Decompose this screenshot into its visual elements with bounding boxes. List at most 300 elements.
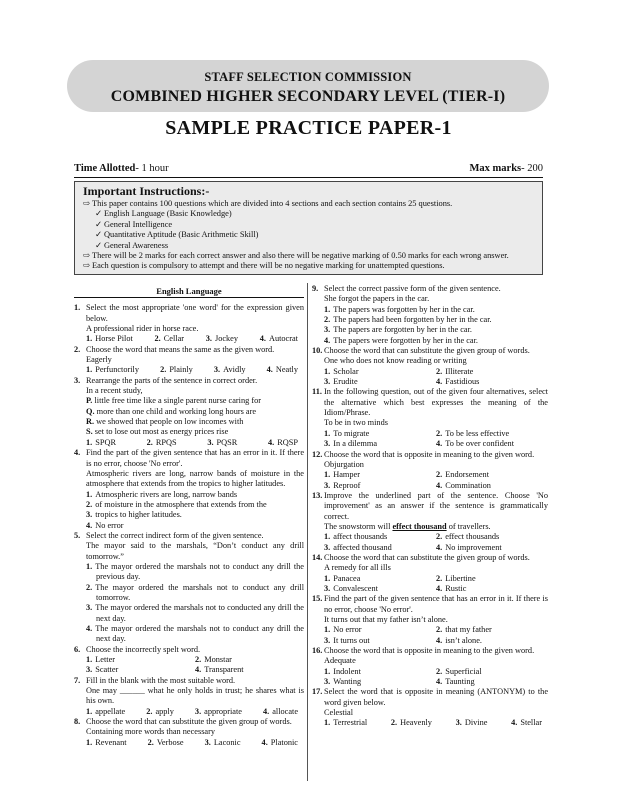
option-number: 2. xyxy=(154,334,161,344)
option[interactable] xyxy=(324,532,436,542)
question-prompt: Atmospheric rivers are long, narrow bands of moisture in the atmosphere that extends from the tropics to higher latitudes. xyxy=(86,468,304,489)
option-number: 4. xyxy=(262,706,270,716)
option-text: PQSR xyxy=(216,437,238,447)
option[interactable] xyxy=(324,584,436,594)
question-number: 6. xyxy=(74,644,81,654)
option-text: RQSP xyxy=(277,437,298,447)
option-text: Letter xyxy=(95,655,116,665)
option[interactable] xyxy=(207,438,237,448)
option-number: 1. xyxy=(86,334,93,344)
option[interactable] xyxy=(86,521,304,531)
option[interactable] xyxy=(436,429,548,439)
option[interactable] xyxy=(146,707,174,717)
right-column xyxy=(312,284,548,729)
section-item xyxy=(83,209,534,219)
option-number: 1. xyxy=(86,489,93,499)
option-text: Verbose xyxy=(156,737,184,747)
option-number: 3. xyxy=(324,677,331,687)
option-number: 4. xyxy=(436,439,443,449)
commission-name: STAFF SELECTION COMMISSION xyxy=(204,70,412,84)
section-item xyxy=(83,220,534,230)
option-number: 2. xyxy=(390,718,398,728)
option[interactable] xyxy=(436,367,548,377)
option-text: No error xyxy=(95,520,124,530)
option[interactable] xyxy=(324,718,367,728)
part-label: S. xyxy=(86,427,93,437)
question-14 xyxy=(312,553,548,594)
option[interactable] xyxy=(148,738,184,748)
option-number: 4. xyxy=(436,542,443,552)
option-text: No improvement xyxy=(445,542,502,552)
option-number: 3. xyxy=(205,334,212,344)
question-prompt: To be in two minds xyxy=(324,418,388,428)
checkmark-icon: ✓ xyxy=(95,240,103,250)
option-number: 3. xyxy=(324,542,331,552)
question-2 xyxy=(74,345,304,376)
option-number: 1. xyxy=(324,532,331,542)
checkmark-icon: ✓ xyxy=(95,219,103,229)
question-8 xyxy=(74,717,304,748)
option[interactable] xyxy=(436,543,548,553)
option-text: Endorsement xyxy=(445,470,490,480)
option-number: 4. xyxy=(436,583,443,593)
option[interactable] xyxy=(324,377,436,387)
question-16 xyxy=(312,646,548,687)
option-number: 3. xyxy=(207,437,214,447)
section-text: Quantitative Aptitude (Basic Arithmetic Skill) xyxy=(104,230,259,240)
option-number: 4. xyxy=(436,677,443,687)
option-text: tropics to higher latitudes. xyxy=(95,510,182,520)
instruction-text: Each question is compulsory to attempt and there will be no negative marking for unattempted questions. xyxy=(92,261,445,271)
option[interactable] xyxy=(436,439,548,449)
question-prompt: The mayor said to the marshals, “Don’t conduct any drill tomorrow.” xyxy=(86,541,304,561)
option-text: No error xyxy=(333,625,362,635)
option[interactable] xyxy=(86,438,116,448)
option-number: 3. xyxy=(324,439,331,449)
options xyxy=(86,707,304,717)
option-number: 2. xyxy=(436,666,443,676)
question-number: 11. xyxy=(312,387,322,397)
option-text: SPQR xyxy=(95,437,116,447)
option-text: Divine xyxy=(464,718,488,728)
part-label: P. xyxy=(86,396,93,406)
question-text: Choose the incorrectly spelt word. xyxy=(86,644,201,654)
option-text: RPQS xyxy=(155,437,177,447)
option-number: 1. xyxy=(86,655,93,665)
option[interactable] xyxy=(260,334,298,344)
option-text: Neatly xyxy=(275,365,298,375)
option[interactable] xyxy=(324,667,436,677)
instructions-title: Important Instructions:- xyxy=(83,184,210,198)
question-17 xyxy=(312,687,548,728)
question-prompt: It turns out that my father isn’t alone. xyxy=(324,615,448,624)
left-column xyxy=(74,284,304,748)
option-text: It turns out xyxy=(333,635,370,645)
option-text: Perfunctorily xyxy=(95,365,140,375)
option-text: Revenant xyxy=(95,737,127,747)
option[interactable] xyxy=(86,365,139,375)
option[interactable] xyxy=(324,625,436,635)
instructions-box xyxy=(74,181,543,275)
option-text: The mayor ordered the marshals not to conduct any drill the next day. xyxy=(95,624,304,644)
option-text: Avidly xyxy=(223,365,246,375)
question-prompt: One who does not know reading or writing xyxy=(324,356,467,366)
option-text: of moisture in the atmosphere that extends from the xyxy=(95,499,267,509)
option-number: 4. xyxy=(436,377,443,387)
question-4 xyxy=(74,448,304,531)
instruction-item xyxy=(83,251,534,261)
option-text: In a dilemma xyxy=(333,439,378,449)
part-text: little free time like a single parent nurse caring for xyxy=(94,396,262,406)
option-number: 2. xyxy=(195,655,202,665)
option-number: 3. xyxy=(194,706,202,716)
option-text: Platonic xyxy=(270,737,298,747)
option[interactable] xyxy=(206,334,238,344)
option[interactable] xyxy=(324,336,548,346)
option-number: 2. xyxy=(436,625,443,635)
checkmark-icon: ✓ xyxy=(95,209,103,219)
option-text: To be less effective xyxy=(445,428,510,438)
question-text: Choose the word that can substitute the given group of words. xyxy=(324,346,530,356)
question-number: 9. xyxy=(312,284,319,293)
option-number: 2. xyxy=(160,365,167,375)
sentence-part xyxy=(86,417,304,427)
part-label: R. xyxy=(86,417,95,427)
option[interactable] xyxy=(436,377,548,387)
option-text: Reproof xyxy=(333,480,361,490)
options xyxy=(324,532,548,553)
option-number: 2. xyxy=(86,582,93,592)
question-number: 7. xyxy=(74,675,81,685)
option[interactable] xyxy=(205,738,241,748)
option-number: 4. xyxy=(259,334,266,344)
option-number: 2. xyxy=(146,437,153,447)
option-text: isn’t alone. xyxy=(445,635,482,645)
question-text: Choose the word that can substitute the given group of words. xyxy=(324,552,530,562)
option[interactable] xyxy=(86,665,195,675)
question-number: 13. xyxy=(312,490,323,500)
question-text: Find the part of the given sentence that has an error in it. If there is no error, choose 'No error'. xyxy=(86,448,304,468)
question-text: Select the most appropriate 'one word' for the expression given below. xyxy=(86,303,304,323)
option-number: 2. xyxy=(436,470,443,480)
question-text: Rearrange the parts of the sentence in correct order. xyxy=(86,375,258,385)
option[interactable] xyxy=(324,305,548,315)
sentence-part xyxy=(86,427,304,437)
option-number: 4. xyxy=(266,365,273,375)
marks-label: Max marks xyxy=(469,163,522,174)
option-number: 1. xyxy=(324,304,331,314)
option-text: appellate xyxy=(95,706,126,716)
option-number: 1. xyxy=(86,561,93,571)
option-text: The papers had been forgotten by her in the car. xyxy=(333,315,492,325)
question-prompt: Celestial xyxy=(324,708,354,718)
option[interactable] xyxy=(86,500,304,510)
option[interactable] xyxy=(324,367,436,377)
question-number: 4. xyxy=(74,448,81,458)
option-number: 3. xyxy=(324,325,331,335)
question-15 xyxy=(312,594,548,646)
options xyxy=(86,334,304,344)
question-text: Find the part of the given sentence that has an error in it. If there is no error, choose 'No error'. xyxy=(324,594,548,614)
option[interactable] xyxy=(214,365,246,375)
option-number: 3. xyxy=(204,737,211,747)
option[interactable] xyxy=(86,562,304,583)
option[interactable] xyxy=(324,677,436,687)
option[interactable] xyxy=(324,636,436,646)
option-number: 1. xyxy=(324,470,331,480)
option-text: Horse Pilot xyxy=(95,334,133,344)
column-divider xyxy=(307,283,308,781)
time-value: - 1 hour xyxy=(135,163,169,174)
option-number: 4. xyxy=(86,520,93,530)
option-text: Autocrat xyxy=(268,334,298,344)
option[interactable] xyxy=(324,481,436,491)
option-text: To migrate xyxy=(333,428,370,438)
question-6 xyxy=(74,645,304,676)
option-number: 2. xyxy=(436,366,443,376)
option-number: 4. xyxy=(195,665,202,675)
option[interactable] xyxy=(147,438,177,448)
options xyxy=(324,718,548,728)
option[interactable] xyxy=(86,510,304,520)
option[interactable] xyxy=(268,438,298,448)
question-text: Choose the word that is opposite in meaning to the given word. xyxy=(324,449,535,459)
question-text: Fill in the blank with the most suitable word. xyxy=(86,675,236,685)
option[interactable] xyxy=(195,655,304,665)
options xyxy=(86,655,304,676)
exam-name: COMBINED HIGHER SECONDARY LEVEL (TIER-I) xyxy=(110,88,506,105)
option-number: 1. xyxy=(324,573,331,583)
option-text: Panacea xyxy=(333,573,361,583)
question-number: 10. xyxy=(312,346,323,356)
option-text: that my father xyxy=(445,625,492,635)
question-7 xyxy=(74,676,304,717)
option[interactable] xyxy=(436,667,548,677)
option[interactable] xyxy=(262,738,298,748)
question-text: Choose the word that means the same as the given word. xyxy=(86,344,275,354)
option-number: 2. xyxy=(436,532,443,542)
options xyxy=(86,438,304,448)
option-number: 2. xyxy=(146,706,153,716)
question-prompt: She forgot the papers in the car. xyxy=(324,294,430,304)
question-number: 16. xyxy=(312,646,323,656)
question-text: Select the word that is opposite in meaning (ANTONYM) to the word given below. xyxy=(324,687,548,707)
question-9 xyxy=(312,284,548,346)
option[interactable] xyxy=(86,624,304,645)
option-text: appropriate xyxy=(204,706,242,716)
option-number: 1. xyxy=(86,365,93,375)
part-text: we showed that people on low incomes with xyxy=(96,417,244,427)
question-10 xyxy=(312,346,548,387)
option-text: Stellar xyxy=(520,718,542,728)
option[interactable] xyxy=(436,481,548,491)
option[interactable] xyxy=(324,429,436,439)
option-number: 2. xyxy=(86,499,93,509)
options xyxy=(86,365,304,375)
options xyxy=(324,470,548,491)
option[interactable] xyxy=(267,365,298,375)
option-number: 4. xyxy=(324,335,331,345)
option[interactable] xyxy=(436,470,548,480)
question-prompt: A remedy for all ills xyxy=(324,563,391,573)
option-number: 4. xyxy=(511,718,518,728)
option[interactable] xyxy=(160,365,193,375)
time-label: Time Allotted xyxy=(74,163,136,174)
option-number: 1. xyxy=(86,437,93,447)
option[interactable] xyxy=(456,718,488,728)
option[interactable] xyxy=(86,655,195,665)
question-number: 14. xyxy=(312,552,323,562)
option[interactable] xyxy=(324,325,548,335)
option-number: 3. xyxy=(86,665,93,675)
option-number: 3. xyxy=(324,377,331,387)
option-number: 2. xyxy=(324,315,331,325)
option[interactable] xyxy=(436,677,548,687)
checkmark-icon: ✓ xyxy=(95,230,103,240)
option[interactable] xyxy=(86,334,133,344)
option[interactable] xyxy=(391,718,432,728)
underlined-part: effect thousand xyxy=(392,521,447,531)
option-text: Atmospheric rivers are long, narrow bands xyxy=(95,489,238,499)
question-number: 2. xyxy=(74,344,81,354)
option-number: 1. xyxy=(324,625,331,635)
option[interactable] xyxy=(436,574,548,584)
option-text: Rustic xyxy=(445,583,467,593)
option-text: affected thousand xyxy=(333,542,392,552)
options xyxy=(86,738,304,748)
section-text: General Intelligence xyxy=(104,219,173,229)
divider xyxy=(74,177,543,178)
option[interactable] xyxy=(511,718,542,728)
option[interactable] xyxy=(195,665,304,675)
option-text: Fastidious xyxy=(445,377,480,387)
option-text: Laconic xyxy=(213,737,241,747)
option[interactable] xyxy=(324,470,436,480)
option-text: Wanting xyxy=(333,677,362,687)
question-text: Select the correct indirect form of the given sentence. xyxy=(86,530,264,540)
sentence-part xyxy=(86,407,304,417)
question-prompt: One may ______ what he only holds in trust; he shares what is his own. xyxy=(86,686,304,706)
sentence-part xyxy=(86,396,304,406)
option-text: Convalescent xyxy=(333,583,378,593)
option[interactable] xyxy=(155,334,185,344)
question-12 xyxy=(312,450,548,491)
section-item xyxy=(83,241,534,251)
option-text: Terrestrial xyxy=(333,718,368,728)
option[interactable] xyxy=(195,707,242,717)
option-text: Erudite xyxy=(333,377,358,387)
instruction-text: There will be 2 marks for each correct answer and also there will be negative marking of 0.50 marks for each wrong answer. xyxy=(92,251,509,261)
question-number: 1. xyxy=(74,303,81,313)
option-text: effect thousands xyxy=(445,532,500,542)
option-text: The mayor ordered the marshals not to conduct any drill the previous day. xyxy=(95,561,304,582)
marks-value: - 200 xyxy=(521,163,543,174)
question-prompt: A professional rider in horse race. xyxy=(86,324,199,334)
part-text: more than one child and working long hours are xyxy=(96,406,257,416)
option-text: The papers are forgotten by her in the car. xyxy=(333,325,472,335)
question-11 xyxy=(312,387,548,449)
instruction-item xyxy=(83,261,534,271)
option[interactable] xyxy=(436,532,548,542)
part-text: set to lose out most as energy prices rise xyxy=(94,427,229,437)
option-number: 1. xyxy=(86,737,93,747)
max-marks xyxy=(470,163,544,174)
option-number: 3. xyxy=(324,480,331,490)
option[interactable] xyxy=(86,583,304,604)
option-number: 3. xyxy=(324,635,331,645)
question-text: Choose the word that is opposite in meaning to the given word. xyxy=(324,646,535,656)
option-number: 3. xyxy=(213,365,221,375)
option-number: 1. xyxy=(86,706,93,716)
option[interactable] xyxy=(86,738,127,748)
option[interactable] xyxy=(263,707,298,717)
options xyxy=(324,367,548,388)
option[interactable] xyxy=(86,490,304,500)
option-number: 3. xyxy=(86,510,93,520)
option[interactable] xyxy=(436,636,548,646)
option-text: The papers was forgotten by her in the car. xyxy=(333,304,475,314)
arrow-bullet-icon: ⇨ xyxy=(83,199,91,208)
option-number: 3. xyxy=(324,583,331,593)
option[interactable] xyxy=(436,584,548,594)
question-3 xyxy=(74,376,304,448)
option-text: Scatter xyxy=(95,665,119,675)
option[interactable] xyxy=(324,543,436,553)
option[interactable] xyxy=(324,315,548,325)
option-number: 1. xyxy=(324,366,331,376)
section-text: English Language (Basic Knowledge) xyxy=(104,209,232,219)
section-heading: English Language xyxy=(74,286,304,298)
option[interactable] xyxy=(324,439,436,449)
option[interactable] xyxy=(324,574,436,584)
option-text: Taunting xyxy=(445,677,475,687)
part-label: Q. xyxy=(86,406,95,416)
options xyxy=(324,574,548,595)
option-text: Commination xyxy=(445,480,491,490)
paper-title: SAMPLE PRACTICE PAPER-1 xyxy=(165,117,452,139)
option-text: apply xyxy=(155,706,174,716)
option-text: Hamper xyxy=(333,470,360,480)
question-prompt: Objurgation xyxy=(324,459,364,469)
option-number: 1. xyxy=(324,428,331,438)
option-text: Heavenly xyxy=(400,718,432,728)
question-1 xyxy=(74,303,304,344)
options xyxy=(324,429,548,450)
question-number: 3. xyxy=(74,375,81,385)
option[interactable] xyxy=(436,625,548,635)
question-text: Improve the underlined part of the sentence. Choose 'No improvement' as an answer if the sentence is grammatically correct. xyxy=(324,490,548,521)
option-text: allocate xyxy=(272,706,298,716)
option-text: Plainly xyxy=(169,365,193,375)
instruction-text: This paper contains 100 questions which are divided into 4 sections and each section contains 25 questions. xyxy=(92,199,453,208)
header-banner xyxy=(67,60,549,112)
question-prompt: Eagerly xyxy=(86,355,112,365)
option-number: 4. xyxy=(261,737,268,747)
option[interactable] xyxy=(86,603,304,624)
time-allotted xyxy=(74,163,169,174)
option-number: 3. xyxy=(455,718,462,728)
option[interactable] xyxy=(86,707,125,717)
question-text: In the following question, out of the given four alternatives, select the alternative which best expresses the meaning of the Idiom/Phrase. xyxy=(324,387,548,418)
question-5 xyxy=(74,531,304,645)
options xyxy=(324,625,548,646)
option-number: 2. xyxy=(147,737,154,747)
question-prompt xyxy=(324,522,548,532)
question-13 xyxy=(312,491,548,553)
option-number: 4. xyxy=(436,480,443,490)
option-number: 3. xyxy=(86,603,93,613)
section-text: General Awareness xyxy=(104,240,169,250)
